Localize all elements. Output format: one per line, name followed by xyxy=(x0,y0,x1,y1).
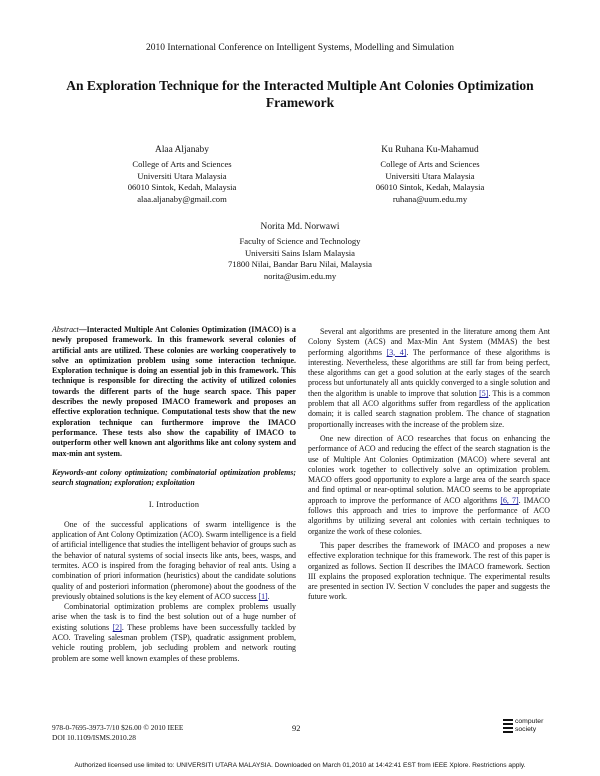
author-email[interactable]: norita@usim.edu.my xyxy=(263,270,337,281)
paragraph-1: One of the successful applications of swarm intelligence is the application of Ant Colony Optimization (ACO). Swarm intelligence is a field of artificial intelligence that studies the intelligent behavior of groups such as the behavior of natural systems of social insects like ants, bees, wasps, and termites. ACO is inspired from the foraging behavior of real ants. Using a combination of priori information (heuristics) about the candidate solutions quality of and posteriori information (pheromone) about the goodness of the previously obtained solutions is the key element of ACO success [1]. xyxy=(52,519,296,601)
author-university: Universiti Utara Malaysia xyxy=(137,170,227,181)
abstract-text: Interacted Multiple Ant Colonies Optimization (IMACO) is a newly proposed framework. In this framework several colonies of artificial ants are utilized. These colonies are working cooperatively to solve an optimization problem using some interaction technique. Exploration technique is doing an essential job in this framework. This technique is responsible for directing the activity of utilized colonies towards the different parts of the huge search space. This paper describes the newly proposed IMACO framework and proposes an effective exploration technique. Computational tests show that the new exploration technique can furthermore improve the IMACO performance. These tests also show the capability of IMACO to outperform other well known ant algorithms like ant colony system and max-min ant system. xyxy=(52,325,296,458)
citation-link[interactable]: [1] xyxy=(258,591,268,601)
computer-society-logo xyxy=(503,717,555,739)
author-name: Ku Ruhana Ku-Mahamud xyxy=(381,145,479,155)
paragraph-4: One new direction of ACO researches that focus on enhancing the performance of ACO and reducing the effect of the search stagnation is the use of Multiple Ant Colonies Optimization (MACO) where several ant colonies work together to collectively solve an optimization problem. MACO offers good opportunity to explore a large area of the search space and find optimal or near-optimal solution. MACO seems to be appropriate approach to improve the performance of ACO algorithms [6, 7]. IMACO follows this approach and tries to improve the performance of ACO algorithms by utilizing several ant colonies with certain techniques to organize the work of these colonies. xyxy=(308,433,551,536)
keywords: Keywords-ant colony optimization; combinatorial optimization problems; search stagnation; exploration; exploitation xyxy=(52,467,296,488)
abstract-label: Abstract xyxy=(52,325,79,334)
conference-header: 2010 International Conference on Intelligent Systems, Modelling and Simulation xyxy=(146,43,454,53)
author-name: Norita Md. Norwawi xyxy=(260,222,340,232)
citation-link[interactable]: [2] xyxy=(112,622,122,632)
paragraph-2: Combinatorial optimization problems are complex problems usually arise when the task is to find the best solution out of a huge number of existing solutions [2]. These problems have been successfully tackled by ACO. Traveling salesman problem (TSP), quadratic assignment problem, vehicle routing problem, job secluding problem and network routing problem are some well known examples of these problems. xyxy=(52,602,296,663)
author-university: Universiti Sains Islam Malaysia xyxy=(244,247,356,258)
author-address: 06010 Sintok, Kedah, Malaysia xyxy=(375,182,485,193)
left-column xyxy=(52,325,296,664)
author-affiliation: College of Arts and Sciences xyxy=(380,159,480,170)
author-affiliation: Faculty of Science and Technology xyxy=(239,236,361,247)
author-block-1 xyxy=(82,145,282,205)
computer-society-icon xyxy=(503,719,513,735)
doi-line[interactable]: DOI 10.1109/ISMS.2010.28 xyxy=(52,732,136,742)
authorized-use-notice: Authorized licensed use limited to: UNIVERSITI UTARA MALAYSIA. Downloaded on March 01,2010 at 14:42:41 EST from IEEE Xplore. Restrictions apply. xyxy=(74,762,526,769)
logo-text: computer society xyxy=(515,718,544,733)
right-column xyxy=(308,325,550,603)
paragraph-5: This paper describes the framework of IMACO and proposes a new effective exploration technique for this framework. The rest of this paper is organized as follows. Section II describes the IMACO framework. Section III explains the proposed exploration technique. The experimental results are presented in section IV. Section V concludes the paper and suggests the future work. xyxy=(308,540,550,602)
author-block-3 xyxy=(180,222,420,282)
author-name: Alaa Aljanaby xyxy=(155,145,209,155)
author-email[interactable]: alaa.aljanaby@gmail.com xyxy=(137,193,227,204)
footer-copyright xyxy=(52,723,183,742)
author-address: 06010 Sintok, Kedah, Malaysia xyxy=(127,182,237,193)
author-email[interactable]: ruhana@uum.edu.my xyxy=(392,193,468,204)
citation-link[interactable]: [6, 7] xyxy=(500,495,519,505)
author-affiliation: College of Arts and Sciences xyxy=(132,159,232,170)
abstract: Abstract—Interacted Multiple Ant Colonies Optimization (IMACO) is a newly proposed framework. In this framework several colonies of artificial ants are utilized. These colonies are working cooperatively to solve an optimization problem using some interaction technique. Exploration technique is doing an essential job in this framework. This technique is responsible for directing the activity of utilized colonies towards the different parts of the huge search space. This paper describes the newly proposed IMACO framework and proposes an effective exploration technique. Computational tests show that the new exploration technique can furthermore improve the IMACO performance. These tests also show the capability of IMACO to outperform other well known ant algorithms like ant colony system and max-min ant system. xyxy=(52,325,296,458)
page-number: 92 xyxy=(292,724,301,733)
paragraph-3: Several ant algorithms are presented in the literature among them Ant Colony System (ACS) and Max-Min Ant System (MMAS) the best performing algorithms [3, 4]. The performance of these algorithms is interesting. Nevertheless, these algorithms are still far from being perfect, these algorithms can get a good solution at the early stages of the search process but unfortunately all ants quickly converged to a single solution and then the algorithm is unable to improve that solution [5]. This is a common problem that all ACO algorithms suffer from regardless of the application domain; it is called search stagnation problem. The chance of stagnation proportionally increases with the increase of the problem size. xyxy=(308,327,550,429)
author-university: Universiti Utara Malaysia xyxy=(385,170,475,181)
paper-title: An Exploration Technique for the Interacted Multiple Ant Colonies Optimization Framework xyxy=(66,78,534,110)
citation-link[interactable]: [3, 4] xyxy=(386,347,407,357)
author-address: 71800 Nilai, Bandar Baru Nilai, Malaysia xyxy=(228,259,372,270)
section-heading-introduction: I. Introduction xyxy=(148,500,200,510)
isbn-line: 978-0-7695-3973-7/10 $26.00 © 2010 IEEE xyxy=(52,723,184,732)
author-block-2 xyxy=(330,145,530,205)
citation-link[interactable]: [5] xyxy=(479,388,489,398)
